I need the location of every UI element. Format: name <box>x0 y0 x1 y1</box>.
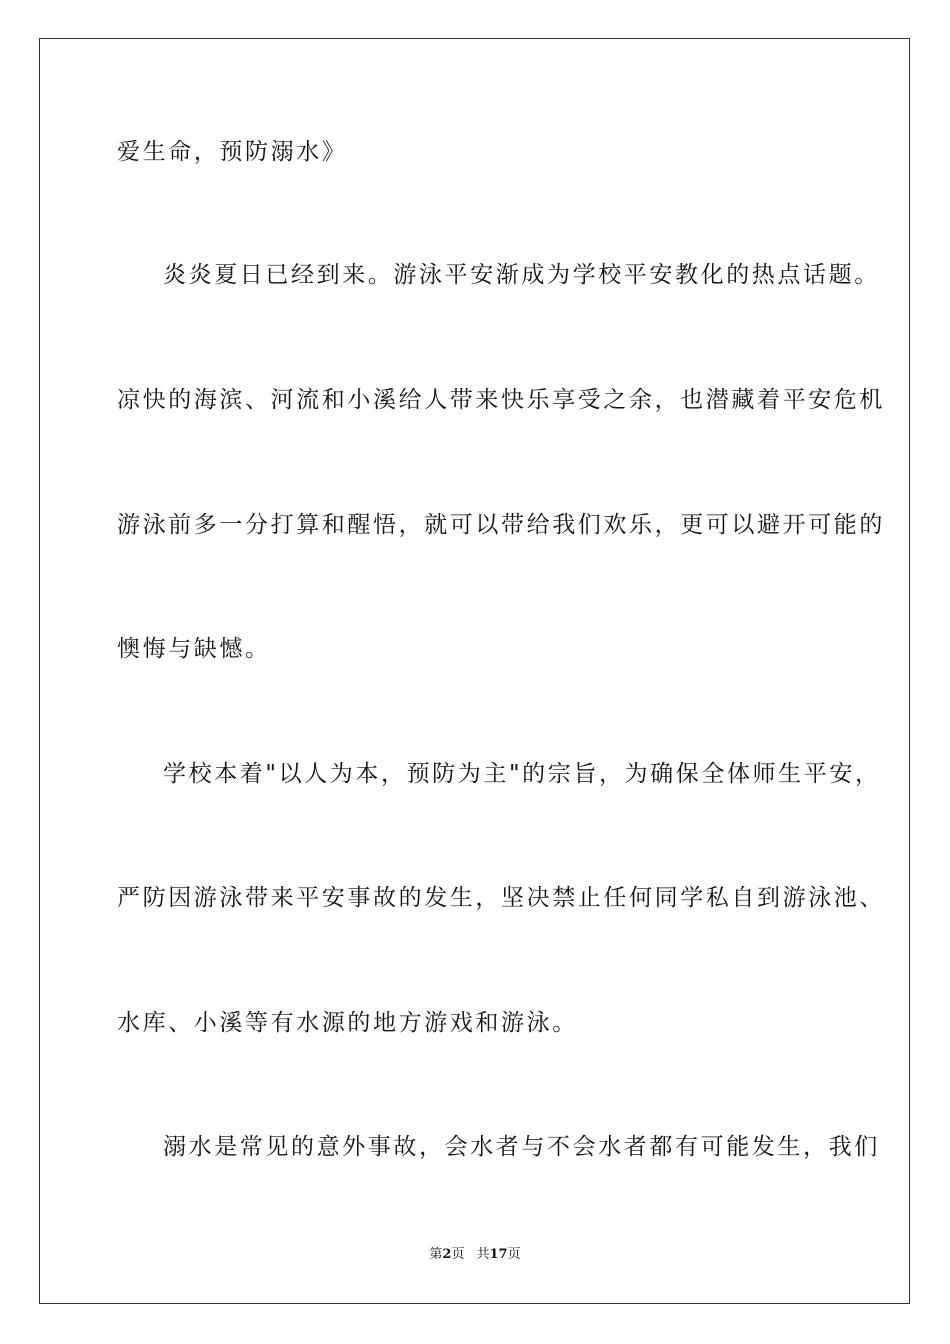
text-line-8: 水库、小溪等有水源的地方游戏和游泳。 <box>117 1010 578 1036</box>
text-line-1: 爱生命，预防溺水》 <box>117 139 348 165</box>
text-line-4: 游泳前多一分打算和醒悟，就可以带给我们欢乐，更可以避开可能的 <box>117 512 885 538</box>
footer-page-prefix: 第 <box>429 1247 443 1262</box>
footer-total-pages: 17 <box>489 1247 508 1262</box>
footer-total-suffix: 页 <box>507 1247 521 1262</box>
text-line-5: 懊悔与缺憾。 <box>117 636 271 662</box>
text-line-3: 凉快的海滨、河流和小溪给人带来快乐享受之余，也潜藏着平安危机 <box>117 387 885 413</box>
paragraph-line-2: 炎炎夏日已经到来。游泳平安渐成为学校平安教化的热点话题。 <box>163 262 880 288</box>
page-footer <box>0 1247 950 1263</box>
text-line-7: 严防因游泳带来平安事故的发生，坚决禁止任何同学私自到游泳池、 <box>117 885 885 911</box>
paragraph-line-9: 溺水是常见的意外事故，会水者与不会水者都有可能发生，我们 <box>163 1134 880 1160</box>
paragraph-line-6: 学校本着"以人为本，预防为主"的宗旨，为确保全体师生平安， <box>163 761 881 787</box>
footer-page-number: 2 <box>442 1247 452 1262</box>
page-border <box>39 38 910 1304</box>
footer-total-prefix: 共 <box>476 1247 490 1262</box>
footer-page-suffix: 页 <box>451 1247 465 1262</box>
